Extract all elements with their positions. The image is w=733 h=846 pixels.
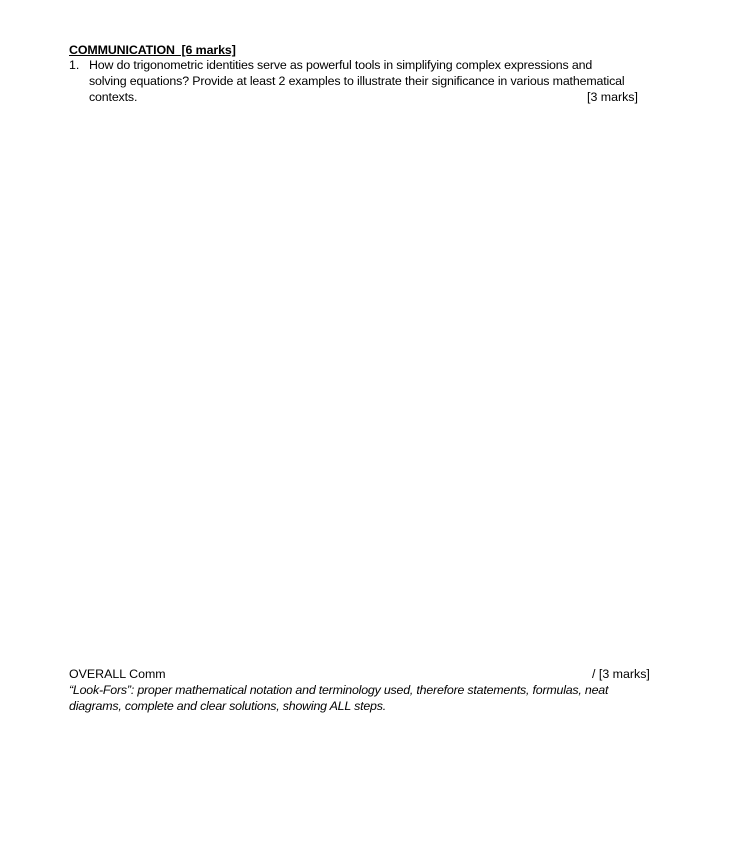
question-text-line: How do trigonometric identities serve as powerful tools in simplifying complex expressions and xyxy=(89,58,593,72)
question-text-line: contexts. xyxy=(89,90,138,104)
overall-score: / [3 marks] xyxy=(592,667,650,681)
question-marks: [3 marks] xyxy=(587,90,638,104)
look-fors-line: diagrams, complete and clear solutions, showing ALL steps. xyxy=(69,699,386,713)
question-number: 1. xyxy=(69,58,80,72)
look-fors-line: “Look-Fors”: proper mathematical notation and terminology used, therefore statements, formulas, neat xyxy=(69,683,609,697)
overall-label: OVERALL Comm xyxy=(69,667,166,681)
section-heading: COMMUNICATION [6 marks] xyxy=(69,43,236,57)
answer-space[interactable] xyxy=(69,110,689,660)
question-text-line: solving equations? Provide at least 2 examples to illustrate their significance in various mathematical xyxy=(89,74,625,88)
